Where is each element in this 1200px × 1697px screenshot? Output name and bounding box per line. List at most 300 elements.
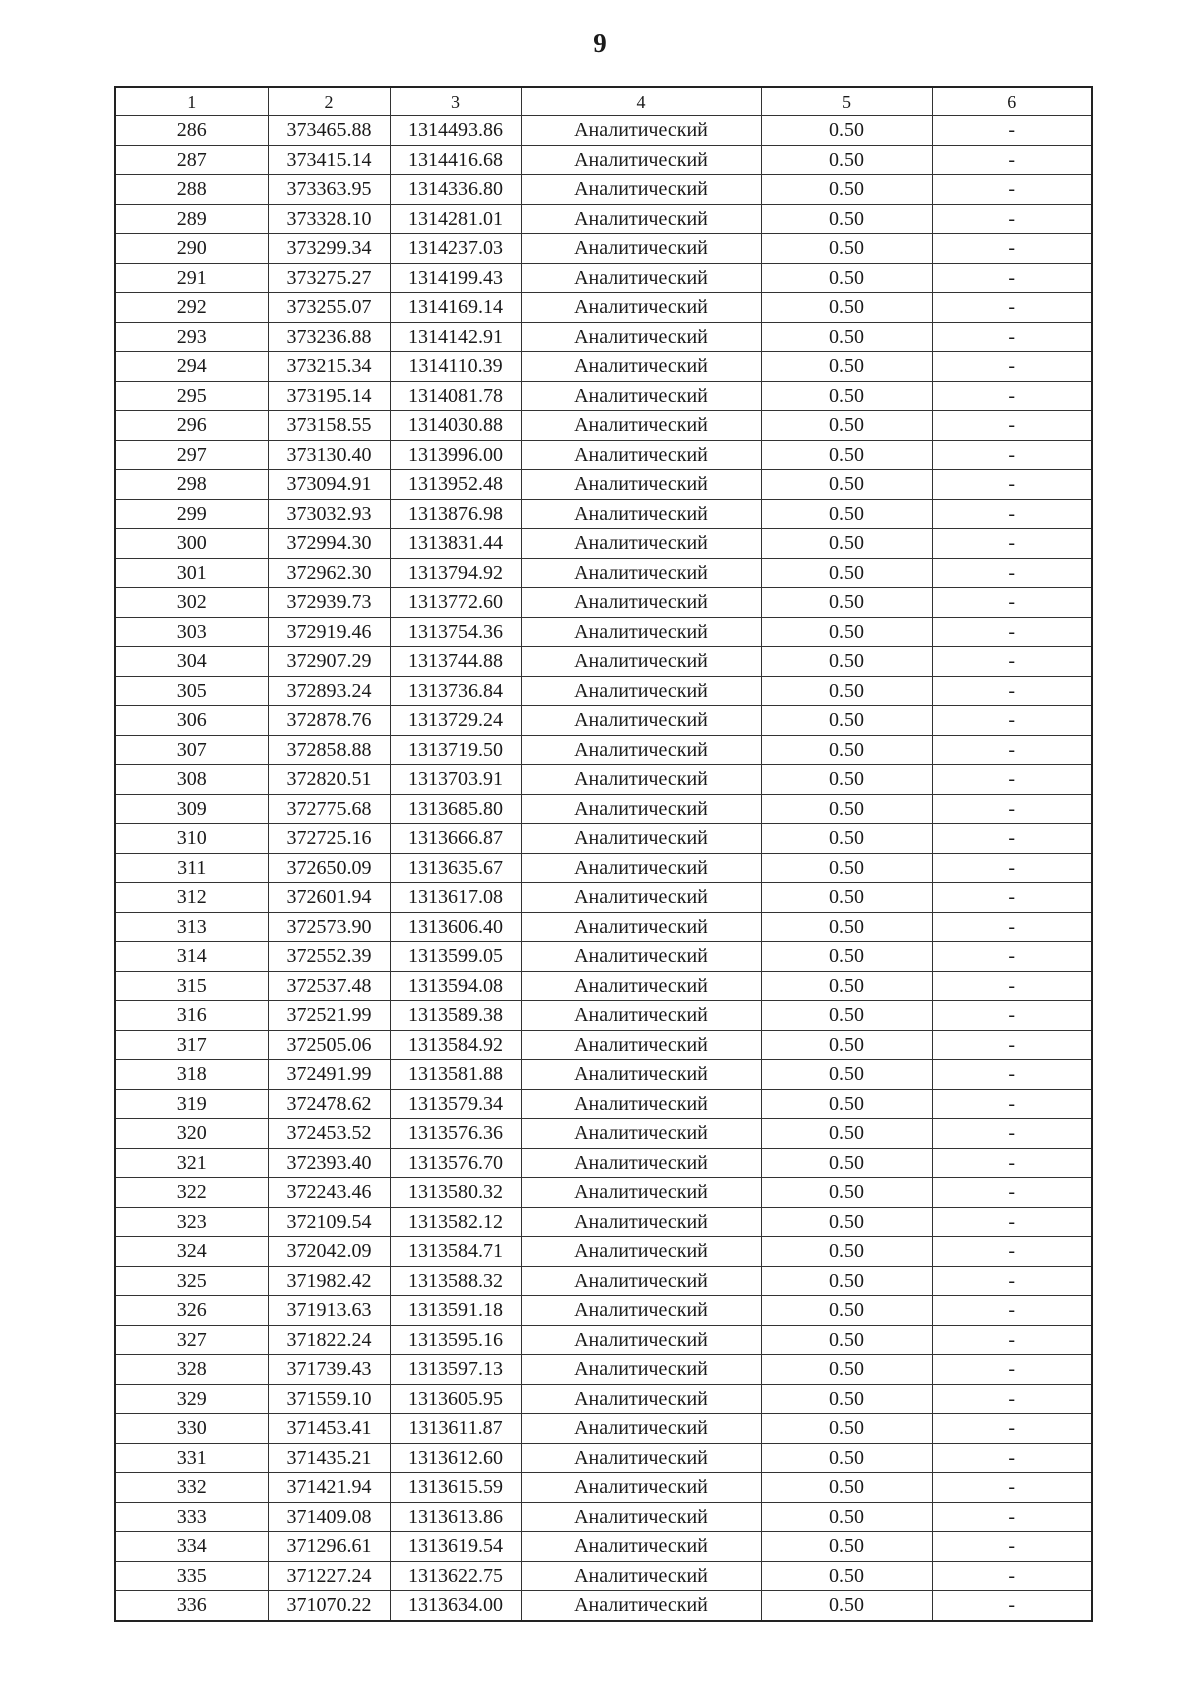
table-row (115, 1030, 1092, 1060)
point-number-cell: 319 (115, 1089, 268, 1119)
accuracy-cell: 0.50 (761, 1266, 932, 1296)
y-coordinate-cell: 1314199.43 (390, 263, 521, 293)
x-coordinate-cell: 373255.07 (268, 293, 390, 323)
method-cell: Аналитический (521, 853, 761, 883)
accuracy-cell: 0.50 (761, 558, 932, 588)
note-cell: - (932, 1089, 1092, 1119)
y-coordinate-cell: 1313876.98 (390, 499, 521, 529)
table-row (115, 381, 1092, 411)
point-number-cell: 303 (115, 617, 268, 647)
x-coordinate-cell: 372939.73 (268, 588, 390, 618)
table-row (115, 411, 1092, 441)
y-coordinate-cell: 1313588.32 (390, 1266, 521, 1296)
x-coordinate-cell: 371982.42 (268, 1266, 390, 1296)
note-cell: - (932, 1178, 1092, 1208)
y-coordinate-cell: 1313622.75 (390, 1561, 521, 1591)
x-coordinate-cell: 373130.40 (268, 440, 390, 470)
method-cell: Аналитический (521, 499, 761, 529)
accuracy-cell: 0.50 (761, 617, 932, 647)
accuracy-cell: 0.50 (761, 824, 932, 854)
x-coordinate-cell: 373094.91 (268, 470, 390, 500)
y-coordinate-cell: 1314281.01 (390, 204, 521, 234)
x-coordinate-cell: 372243.46 (268, 1178, 390, 1208)
point-number-cell: 307 (115, 735, 268, 765)
table-row (115, 322, 1092, 352)
note-cell: - (932, 1207, 1092, 1237)
accuracy-cell: 0.50 (761, 1296, 932, 1326)
point-number-cell: 326 (115, 1296, 268, 1326)
note-cell: - (932, 1414, 1092, 1444)
point-number-cell: 314 (115, 942, 268, 972)
method-cell: Аналитический (521, 735, 761, 765)
y-coordinate-cell: 1313613.86 (390, 1502, 521, 1532)
point-number-cell: 293 (115, 322, 268, 352)
point-number-cell: 332 (115, 1473, 268, 1503)
y-coordinate-cell: 1314142.91 (390, 322, 521, 352)
x-coordinate-cell: 372393.40 (268, 1148, 390, 1178)
note-cell: - (932, 116, 1092, 146)
x-coordinate-cell: 372650.09 (268, 853, 390, 883)
method-cell: Аналитический (521, 529, 761, 559)
point-number-cell: 286 (115, 116, 268, 146)
accuracy-cell: 0.50 (761, 470, 932, 500)
method-cell: Аналитический (521, 1148, 761, 1178)
note-cell: - (932, 381, 1092, 411)
x-coordinate-cell: 372907.29 (268, 647, 390, 677)
accuracy-cell: 0.50 (761, 971, 932, 1001)
accuracy-cell: 0.50 (761, 1591, 932, 1621)
table-row (115, 765, 1092, 795)
x-coordinate-cell: 372491.99 (268, 1060, 390, 1090)
point-number-cell: 315 (115, 971, 268, 1001)
y-coordinate-cell: 1314336.80 (390, 175, 521, 205)
accuracy-cell: 0.50 (761, 706, 932, 736)
method-cell: Аналитический (521, 1178, 761, 1208)
x-coordinate-cell: 371453.41 (268, 1414, 390, 1444)
method-cell: Аналитический (521, 1119, 761, 1149)
method-cell: Аналитический (521, 1532, 761, 1562)
y-coordinate-cell: 1313612.60 (390, 1443, 521, 1473)
point-number-cell: 318 (115, 1060, 268, 1090)
y-coordinate-cell: 1313605.95 (390, 1384, 521, 1414)
note-cell: - (932, 676, 1092, 706)
method-cell: Аналитический (521, 1089, 761, 1119)
note-cell: - (932, 1355, 1092, 1385)
table-row (115, 1355, 1092, 1385)
table-row (115, 1591, 1092, 1621)
point-number-cell: 324 (115, 1237, 268, 1267)
y-coordinate-cell: 1313594.08 (390, 971, 521, 1001)
column-header-1: 1 (115, 87, 268, 116)
point-number-cell: 310 (115, 824, 268, 854)
note-cell: - (932, 1325, 1092, 1355)
method-cell: Аналитический (521, 1060, 761, 1090)
table-row (115, 853, 1092, 883)
accuracy-cell: 0.50 (761, 794, 932, 824)
point-number-cell: 331 (115, 1443, 268, 1473)
accuracy-cell: 0.50 (761, 676, 932, 706)
method-cell: Аналитический (521, 1561, 761, 1591)
accuracy-cell: 0.50 (761, 116, 932, 146)
y-coordinate-cell: 1314416.68 (390, 145, 521, 175)
table-row (115, 204, 1092, 234)
note-cell: - (932, 1561, 1092, 1591)
note-cell: - (932, 529, 1092, 559)
method-cell: Аналитический (521, 470, 761, 500)
point-number-cell: 316 (115, 1001, 268, 1031)
accuracy-cell: 0.50 (761, 352, 932, 382)
y-coordinate-cell: 1314169.14 (390, 293, 521, 323)
note-cell: - (932, 1001, 1092, 1031)
y-coordinate-cell: 1313744.88 (390, 647, 521, 677)
table-row (115, 1414, 1092, 1444)
x-coordinate-cell: 372994.30 (268, 529, 390, 559)
accuracy-cell: 0.50 (761, 647, 932, 677)
y-coordinate-cell: 1313576.70 (390, 1148, 521, 1178)
y-coordinate-cell: 1313754.36 (390, 617, 521, 647)
table-row (115, 1148, 1092, 1178)
accuracy-cell: 0.50 (761, 1414, 932, 1444)
method-cell: Аналитический (521, 381, 761, 411)
note-cell: - (932, 293, 1092, 323)
y-coordinate-cell: 1313719.50 (390, 735, 521, 765)
accuracy-cell: 0.50 (761, 411, 932, 441)
table-row (115, 529, 1092, 559)
y-coordinate-cell: 1314493.86 (390, 116, 521, 146)
table-row (115, 293, 1092, 323)
x-coordinate-cell: 373363.95 (268, 175, 390, 205)
point-number-cell: 322 (115, 1178, 268, 1208)
accuracy-cell: 0.50 (761, 735, 932, 765)
note-cell: - (932, 558, 1092, 588)
accuracy-cell: 0.50 (761, 1355, 932, 1385)
table-row (115, 912, 1092, 942)
x-coordinate-cell: 372893.24 (268, 676, 390, 706)
method-cell: Аналитический (521, 1266, 761, 1296)
x-coordinate-cell: 372878.76 (268, 706, 390, 736)
note-cell: - (932, 1237, 1092, 1267)
table-row (115, 1473, 1092, 1503)
x-coordinate-cell: 371227.24 (268, 1561, 390, 1591)
table-row (115, 145, 1092, 175)
note-cell: - (932, 352, 1092, 382)
point-number-cell: 297 (115, 440, 268, 470)
point-number-cell: 289 (115, 204, 268, 234)
note-cell: - (932, 411, 1092, 441)
accuracy-cell: 0.50 (761, 440, 932, 470)
note-cell: - (932, 1296, 1092, 1326)
accuracy-cell: 0.50 (761, 263, 932, 293)
y-coordinate-cell: 1314081.78 (390, 381, 521, 411)
note-cell: - (932, 1591, 1092, 1621)
method-cell: Аналитический (521, 558, 761, 588)
x-coordinate-cell: 372601.94 (268, 883, 390, 913)
y-coordinate-cell: 1314030.88 (390, 411, 521, 441)
table-row (115, 1325, 1092, 1355)
y-coordinate-cell: 1313634.00 (390, 1591, 521, 1621)
table-row (115, 1178, 1092, 1208)
table-row (115, 234, 1092, 264)
header-row (115, 87, 1092, 116)
note-cell: - (932, 204, 1092, 234)
table-row (115, 352, 1092, 382)
table-row (115, 1384, 1092, 1414)
point-number-cell: 325 (115, 1266, 268, 1296)
method-cell: Аналитический (521, 1001, 761, 1031)
point-number-cell: 333 (115, 1502, 268, 1532)
x-coordinate-cell: 373465.88 (268, 116, 390, 146)
x-coordinate-cell: 372537.48 (268, 971, 390, 1001)
note-cell: - (932, 175, 1092, 205)
table-row (115, 1266, 1092, 1296)
accuracy-cell: 0.50 (761, 588, 932, 618)
point-number-cell: 312 (115, 883, 268, 913)
x-coordinate-cell: 372042.09 (268, 1237, 390, 1267)
point-number-cell: 317 (115, 1030, 268, 1060)
point-number-cell: 296 (115, 411, 268, 441)
accuracy-cell: 0.50 (761, 1561, 932, 1591)
y-coordinate-cell: 1313580.32 (390, 1178, 521, 1208)
method-cell: Аналитический (521, 1355, 761, 1385)
note-cell: - (932, 440, 1092, 470)
method-cell: Аналитический (521, 1384, 761, 1414)
y-coordinate-cell: 1313606.40 (390, 912, 521, 942)
point-number-cell: 292 (115, 293, 268, 323)
accuracy-cell: 0.50 (761, 381, 932, 411)
accuracy-cell: 0.50 (761, 1443, 932, 1473)
point-number-cell: 299 (115, 499, 268, 529)
point-number-cell: 291 (115, 263, 268, 293)
accuracy-cell: 0.50 (761, 912, 932, 942)
point-number-cell: 335 (115, 1561, 268, 1591)
note-cell: - (932, 1030, 1092, 1060)
point-number-cell: 287 (115, 145, 268, 175)
table-row (115, 1060, 1092, 1090)
table-row (115, 706, 1092, 736)
table-row (115, 647, 1092, 677)
note-cell: - (932, 942, 1092, 972)
method-cell: Аналитический (521, 322, 761, 352)
accuracy-cell: 0.50 (761, 1384, 932, 1414)
x-coordinate-cell: 373158.55 (268, 411, 390, 441)
x-coordinate-cell: 372109.54 (268, 1207, 390, 1237)
point-number-cell: 305 (115, 676, 268, 706)
accuracy-cell: 0.50 (761, 1119, 932, 1149)
point-number-cell: 336 (115, 1591, 268, 1621)
accuracy-cell: 0.50 (761, 175, 932, 205)
method-cell: Аналитический (521, 971, 761, 1001)
y-coordinate-cell: 1313615.59 (390, 1473, 521, 1503)
table-row (115, 470, 1092, 500)
note-cell: - (932, 1532, 1092, 1562)
x-coordinate-cell: 371913.63 (268, 1296, 390, 1326)
point-number-cell: 311 (115, 853, 268, 883)
accuracy-cell: 0.50 (761, 1532, 932, 1562)
accuracy-cell: 0.50 (761, 529, 932, 559)
accuracy-cell: 0.50 (761, 322, 932, 352)
note-cell: - (932, 234, 1092, 264)
y-coordinate-cell: 1313772.60 (390, 588, 521, 618)
note-cell: - (932, 1266, 1092, 1296)
y-coordinate-cell: 1313589.38 (390, 1001, 521, 1031)
table-row (115, 116, 1092, 146)
table-row (115, 440, 1092, 470)
table-row (115, 794, 1092, 824)
point-number-cell: 294 (115, 352, 268, 382)
table-row (115, 263, 1092, 293)
accuracy-cell: 0.50 (761, 1089, 932, 1119)
accuracy-cell: 0.50 (761, 853, 932, 883)
note-cell: - (932, 853, 1092, 883)
x-coordinate-cell: 372453.52 (268, 1119, 390, 1149)
method-cell: Аналитический (521, 204, 761, 234)
method-cell: Аналитический (521, 617, 761, 647)
point-number-cell: 321 (115, 1148, 268, 1178)
column-header-5: 5 (761, 87, 932, 116)
y-coordinate-cell: 1313584.71 (390, 1237, 521, 1267)
y-coordinate-cell: 1313952.48 (390, 470, 521, 500)
accuracy-cell: 0.50 (761, 1030, 932, 1060)
table-row (115, 824, 1092, 854)
table-header (115, 87, 1092, 116)
x-coordinate-cell: 373415.14 (268, 145, 390, 175)
x-coordinate-cell: 373032.93 (268, 499, 390, 529)
y-coordinate-cell: 1314237.03 (390, 234, 521, 264)
x-coordinate-cell: 372775.68 (268, 794, 390, 824)
y-coordinate-cell: 1314110.39 (390, 352, 521, 382)
note-cell: - (932, 499, 1092, 529)
point-number-cell: 309 (115, 794, 268, 824)
point-number-cell: 300 (115, 529, 268, 559)
y-coordinate-cell: 1313582.12 (390, 1207, 521, 1237)
column-header-3: 3 (390, 87, 521, 116)
table-row (115, 1296, 1092, 1326)
y-coordinate-cell: 1313599.05 (390, 942, 521, 972)
method-cell: Аналитический (521, 116, 761, 146)
point-number-cell: 288 (115, 175, 268, 205)
method-cell: Аналитический (521, 647, 761, 677)
x-coordinate-cell: 372552.39 (268, 942, 390, 972)
x-coordinate-cell: 373299.34 (268, 234, 390, 264)
x-coordinate-cell: 373195.14 (268, 381, 390, 411)
y-coordinate-cell: 1313685.80 (390, 794, 521, 824)
table-row (115, 1443, 1092, 1473)
method-cell: Аналитический (521, 1325, 761, 1355)
method-cell: Аналитический (521, 234, 761, 264)
point-number-cell: 302 (115, 588, 268, 618)
x-coordinate-cell: 372820.51 (268, 765, 390, 795)
note-cell: - (932, 971, 1092, 1001)
method-cell: Аналитический (521, 263, 761, 293)
accuracy-cell: 0.50 (761, 204, 932, 234)
method-cell: Аналитический (521, 765, 761, 795)
column-header-6: 6 (932, 87, 1092, 116)
method-cell: Аналитический (521, 794, 761, 824)
table-row (115, 558, 1092, 588)
method-cell: Аналитический (521, 1414, 761, 1444)
note-cell: - (932, 794, 1092, 824)
accuracy-cell: 0.50 (761, 1502, 932, 1532)
point-number-cell: 308 (115, 765, 268, 795)
table-row (115, 617, 1092, 647)
y-coordinate-cell: 1313666.87 (390, 824, 521, 854)
method-cell: Аналитический (521, 411, 761, 441)
note-cell: - (932, 588, 1092, 618)
x-coordinate-cell: 373215.34 (268, 352, 390, 382)
point-number-cell: 320 (115, 1119, 268, 1149)
method-cell: Аналитический (521, 440, 761, 470)
accuracy-cell: 0.50 (761, 883, 932, 913)
note-cell: - (932, 322, 1092, 352)
method-cell: Аналитический (521, 676, 761, 706)
method-cell: Аналитический (521, 706, 761, 736)
table-row (115, 1207, 1092, 1237)
y-coordinate-cell: 1313794.92 (390, 558, 521, 588)
method-cell: Аналитический (521, 1237, 761, 1267)
method-cell: Аналитический (521, 1443, 761, 1473)
note-cell: - (932, 1384, 1092, 1414)
method-cell: Аналитический (521, 588, 761, 618)
method-cell: Аналитический (521, 1502, 761, 1532)
page-number: 9 (593, 28, 607, 58)
x-coordinate-cell: 371559.10 (268, 1384, 390, 1414)
note-cell: - (932, 706, 1092, 736)
table-row (115, 942, 1092, 972)
table-row (115, 499, 1092, 529)
point-number-cell: 330 (115, 1414, 268, 1444)
x-coordinate-cell: 371435.21 (268, 1443, 390, 1473)
point-number-cell: 323 (115, 1207, 268, 1237)
method-cell: Аналитический (521, 1473, 761, 1503)
accuracy-cell: 0.50 (761, 1473, 932, 1503)
y-coordinate-cell: 1313591.18 (390, 1296, 521, 1326)
accuracy-cell: 0.50 (761, 499, 932, 529)
note-cell: - (932, 765, 1092, 795)
x-coordinate-cell: 371070.22 (268, 1591, 390, 1621)
method-cell: Аналитический (521, 175, 761, 205)
table-row (115, 676, 1092, 706)
x-coordinate-cell: 371409.08 (268, 1502, 390, 1532)
note-cell: - (932, 824, 1092, 854)
y-coordinate-cell: 1313579.34 (390, 1089, 521, 1119)
method-cell: Аналитический (521, 883, 761, 913)
method-cell: Аналитический (521, 1207, 761, 1237)
note-cell: - (932, 617, 1092, 647)
method-cell: Аналитический (521, 293, 761, 323)
table-row (115, 971, 1092, 1001)
note-cell: - (932, 1060, 1092, 1090)
x-coordinate-cell: 371296.61 (268, 1532, 390, 1562)
method-cell: Аналитический (521, 1296, 761, 1326)
point-number-cell: 327 (115, 1325, 268, 1355)
x-coordinate-cell: 372505.06 (268, 1030, 390, 1060)
method-cell: Аналитический (521, 145, 761, 175)
note-cell: - (932, 883, 1092, 913)
method-cell: Аналитический (521, 942, 761, 972)
method-cell: Аналитический (521, 1591, 761, 1621)
note-cell: - (932, 263, 1092, 293)
y-coordinate-cell: 1313703.91 (390, 765, 521, 795)
x-coordinate-cell: 372573.90 (268, 912, 390, 942)
note-cell: - (932, 735, 1092, 765)
point-number-cell: 313 (115, 912, 268, 942)
y-coordinate-cell: 1313581.88 (390, 1060, 521, 1090)
y-coordinate-cell: 1313576.36 (390, 1119, 521, 1149)
point-number-cell: 306 (115, 706, 268, 736)
x-coordinate-cell: 371739.43 (268, 1355, 390, 1385)
x-coordinate-cell: 371421.94 (268, 1473, 390, 1503)
y-coordinate-cell: 1313619.54 (390, 1532, 521, 1562)
